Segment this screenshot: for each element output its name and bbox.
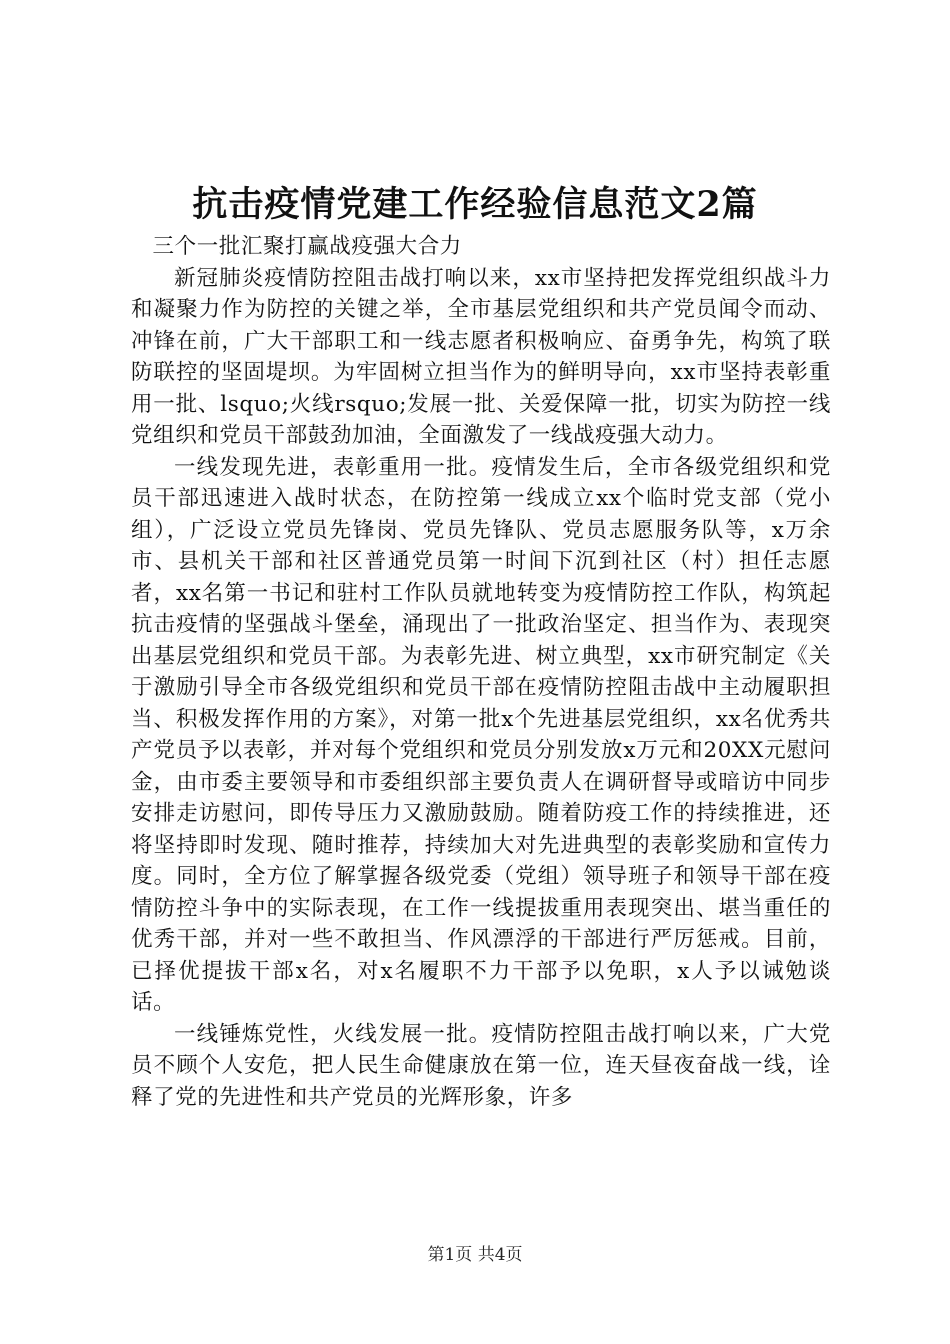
paragraph: 一线锤炼党性，火线发展一批。疫情防控阻击战打响以来，广大党员不顾个人安危，把人民生命健康放在第一位，连天昼夜奋战一线，诠释了党的先进性和共产党员的光辉形象，许多	[131, 1021, 831, 1110]
document-subtitle: 三个一批汇聚打赢战疫强大合力	[152, 234, 462, 259]
paragraph: 一线发现先进，表彰重用一批。疫情发生后，全市各级党组织和党员干部迅速进入战时状态，在防控第一线成立xx个临时党支部（党小组），广泛设立党员先锋岗、党员先锋队、党员志愿服务队等，x万余市、县机关干部和社区普通党员第一时间下沉到社区（村）担任志愿者，xx名第一书记和驻村工作队员就地转变为疫情防控工作队，构筑起抗击疫情的坚强战斗堡垒，涌现出了一批政治坚定、担当作为、表现突出基层党组织和党员干部。为表彰先进、树立典型，xx市研究制定《关于激励引导全市各级党组织和党员干部在疫情防控阻击战中主动履职担当、积极发挥作用的方案》，对第一批x个先进基层党组织，xx名优秀共产党员予以表彰，并对每个党组织和党员分别发放x万元和20XX元慰问金，由市委主要领导和市委组织部主要负责人在调研督导或暗访中同步安排走访慰问，即传导压力又激励鼓励。随着防疫工作的持续推进，还将坚持即时发现、随时推荐，持续加大对先进典型的表彰奖励和宣传力度。同时，全方位了解掌握各级党委（党组）领导班子和领导干部在疫情防控斗争中的实际表现，在工作一线提拔重用表现突出、堪当重任的优秀干部，并对一些不敢担当、作风漂浮的干部进行严厉惩戒。目前，已择优提拔干部x名，对x名履职不力干部予以免职，x人予以诫勉谈话。	[131, 454, 831, 1015]
document-body	[131, 231, 831, 1113]
document-title: 抗击疫情党建工作经验信息范文2篇	[192, 184, 758, 225]
paragraph: 新冠肺炎疫情防控阻击战打响以来，xx市坚持把发挥党组织战斗力和凝聚力作为防控的关键之举，全市基层党组织和共产党员闻令而动、冲锋在前，广大干部职工和一线志愿者积极响应、奋勇争先，构筑了联防联控的坚固堤坝。为牢固树立担当作为的鲜明导向，xx市坚持表彰重用一批、lsquo;火线rsquo;发展一批、关爱保障一批，切实为防控一线党组织和党员干部鼓劲加油，全面激发了一线战疫强大动力。	[131, 265, 831, 448]
page-number-footer: 第1页 共4页	[427, 1245, 523, 1265]
